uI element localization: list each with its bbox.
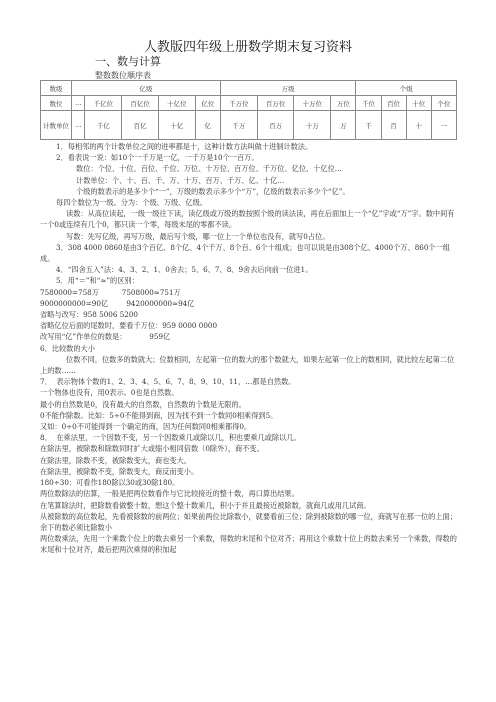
paragraph: 4．“四舍五入”法：4、3、2、1、0舍去；5、6、7、8、9舍去后向前一位进1。 — [56, 265, 313, 275]
table-cell: … — [72, 111, 85, 140]
paragraph: 7580000=758万 7508000≈751万 — [40, 287, 181, 297]
table-cell: 百万 — [257, 111, 294, 140]
table-cell: 十位 — [406, 96, 431, 111]
table-cell: 个位 — [431, 96, 456, 111]
table-row — [41, 81, 457, 96]
table-row — [41, 111, 457, 140]
paragraph: 2．看表说一说：如10个一千万是一亿，一千万是10个一百万。 — [56, 153, 259, 163]
table-cell: 亿 — [195, 111, 220, 140]
body-text — [40, 141, 458, 556]
table-cell: 亿位 — [195, 96, 220, 111]
paragraph: 位数不同，位数多的数就大；位数相同，左起第一位的数大的那个数就大，如果左起第一位上的数相同，就比较左起第二位上的数…… — [40, 354, 455, 376]
table-cell: 千亿 — [85, 111, 122, 140]
table-cell: … — [72, 96, 85, 111]
table-cell: 一 — [431, 111, 456, 140]
table-cell: 十亿位 — [159, 96, 196, 111]
paragraph: 数位：个位、十位、百位、千位、万位、十万位、百万位、千万位、亿位、十亿位… — [76, 164, 342, 174]
table-cell: 万位 — [331, 96, 356, 111]
table-cell: 十万 — [294, 111, 331, 140]
table-cell: 千 — [356, 111, 381, 140]
paragraph: 计数单位：个、十、百、千、万、十万、百万、千万、亿、十亿… — [76, 175, 285, 185]
table-cell: 千万位 — [220, 96, 257, 111]
table-row — [41, 96, 457, 111]
table-cell: 十 — [406, 111, 431, 140]
table-cell: 万级 — [220, 81, 355, 96]
paragraph: 7． 表示物体个数的1、2、3、4、5、6、7、8、9、10、11，…都是自然数。 — [40, 377, 296, 387]
document-title: 人教版四年级上册数学期末复习资料 — [143, 40, 352, 55]
paragraph: 3．308 4000 0860是由3个百亿、8个亿、4个千万、8个百、6个十组成；也可以说是由308个亿、4000个万、860个一组成。 — [40, 242, 450, 264]
table-cell: 百亿 — [122, 111, 159, 140]
paragraph: 8． 在乘法里，一个因数不变，另一个因数乘几或除以几，积也要乘几或除以几。 — [40, 433, 301, 443]
paragraph: 在除法里，除数不变，被除数变大，商也变大。 — [40, 455, 191, 465]
paragraph: 在除法里，被除数不变，除数变大，商反而变小。 — [40, 466, 199, 476]
table-cell: 十亿 — [159, 111, 196, 140]
paragraph: 从被除数的高位数起，先看被除数的前两位；如果前两位比除数小，就要看前三位；除到被除数的哪一位，商就写在那一位的上面；余下的数必须比除数小 — [40, 511, 457, 532]
paragraph: 最小的自然数是0，没有最大的自然数，自然数的个数是无限的。 — [40, 399, 246, 409]
paragraph: 两位数除法的估算，一般是把两位数看作与它比较接近的整十数，再口算出结果。 — [40, 489, 299, 499]
table-cell: 百万位 — [257, 96, 294, 111]
paragraph: 在笔算除法时，把除数看做整十数，想这个整十数乘几，积小于并且最接近被除数，就商几或用几试商。 — [40, 500, 371, 510]
table-cell: 亿级 — [72, 81, 221, 96]
paragraph: 每四个数位为一级。分为：个级、万级、亿级。 — [56, 198, 207, 208]
paragraph: 一个物体也没有，用0表示。0也是自然数。 — [40, 388, 179, 398]
table-cell: 千万 — [220, 111, 257, 140]
paragraph: 1．每相邻的两个计数单位之间的进率都是十，这种计数方法叫做十进制计数法。 — [56, 142, 313, 151]
paragraph: 改写用“亿”作单位的数是： 959亿 — [40, 332, 171, 342]
table-cell: 百 — [381, 111, 406, 140]
table-cell: 十万位 — [294, 96, 331, 111]
paragraph: 个级的数表示的是多少个“一”，万级的数表示多少个“万”，亿级的数表示多少个“亿”。 — [76, 186, 350, 196]
table-cell: 百位 — [381, 96, 406, 111]
paragraph: 读数：从高位读起，一级一级往下读，读亿级或万级的数按照个级的读法读，再在后面加上一个“亿”字或“万”字。数中间有一个0或连续有几个0，都只读一个零，每级末尾的零都不读。 — [40, 209, 455, 230]
table-cell: 百亿位 — [122, 96, 159, 111]
paragraph: 省略亿位后面的尾数时，要看千万位：959 0000 0000 — [40, 321, 218, 331]
paragraph: 省略与改写：958 5006 5200 — [40, 310, 138, 320]
paragraph: 两位数乘法，先用一个乘数个位上的数去乘另一个乘数，得数的末尾和个位对齐；再用这个乘数十位上的数去乘另一个乘数，得数的末尾和十位对齐，最后把两次乘得的积加起 — [40, 534, 457, 555]
paragraph: 5．用“＝”和“≈”的区别： — [56, 276, 139, 286]
table-cell: 个级 — [356, 81, 457, 96]
table-cell: 千位 — [356, 96, 381, 111]
paragraph: 9000000000=90亿 9420000000≈94亿 — [40, 298, 195, 308]
paragraph: 写数：先写亿级，再写万级，最后写个级，哪一位上一个单位也没有，就写0占位。 — [66, 231, 330, 241]
paragraph: 180÷30：可看作180除以30或30除180。 — [40, 478, 180, 488]
paragraph: 又如：0÷0不可能得到一个确定的商，因为任何数同0相乘都得0。 — [40, 422, 252, 432]
place-value-table — [40, 80, 457, 140]
table-cell: 计数单位 — [41, 111, 72, 140]
table-cell: 万 — [331, 111, 356, 140]
subsection-heading: 整数数位顺序表 — [95, 71, 151, 80]
table-cell: 数级 — [41, 81, 72, 96]
paragraph: 0不能作除数。比如：5÷0不能得到商，因为找不到一个数同0相乘得到5。 — [40, 410, 278, 420]
paragraph: 在除法里，被除数和除数同时扩大或缩小相同倍数（0除外），商不变。 — [40, 444, 264, 454]
section-heading: 一、数与计算 — [95, 55, 161, 68]
paragraph: 6．比较数的大小 — [40, 343, 95, 353]
table-cell: 千亿位 — [85, 96, 122, 111]
table-cell: 数位 — [41, 96, 72, 111]
